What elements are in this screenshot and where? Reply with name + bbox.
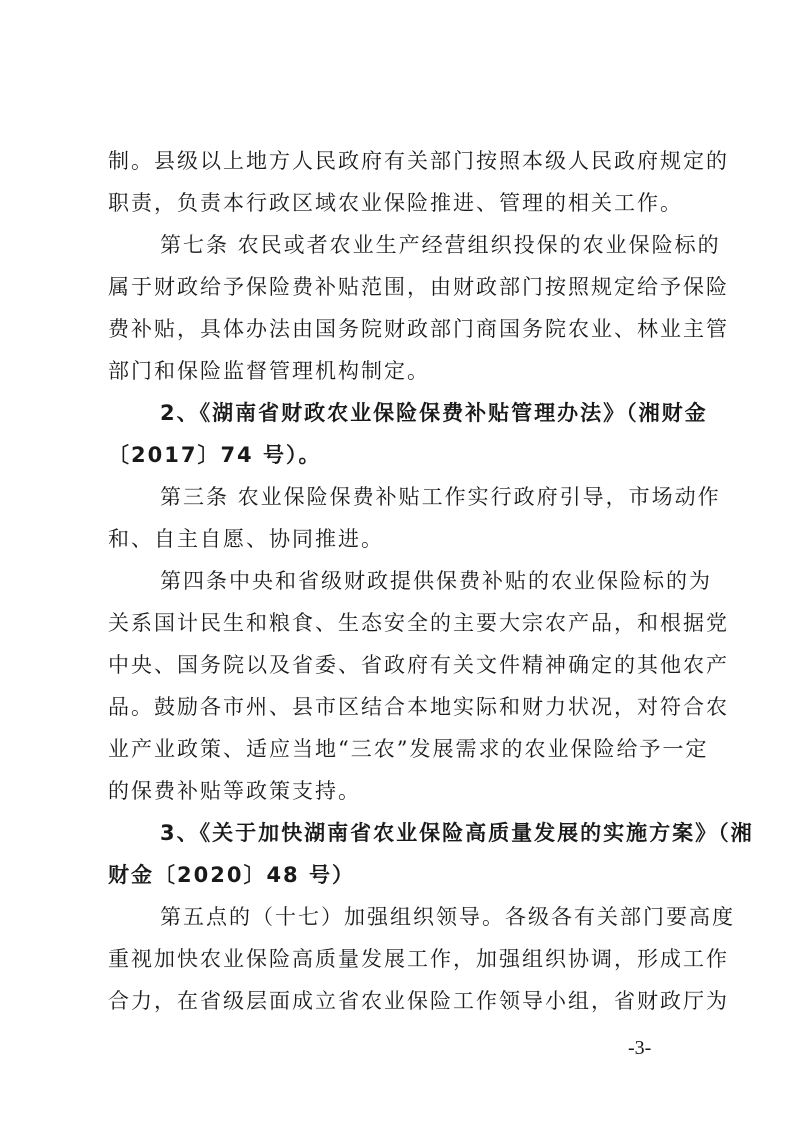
- article-7-heading-line: 第七条 农民或者农业生产经营组织投保的农业保险标的: [160, 233, 721, 257]
- text-line: 关系国计民生和粮食、生态安全的主要大宗农产品，和根据党: [108, 611, 729, 635]
- page-number: -3-: [628, 1037, 652, 1059]
- section-2-title: 2、《湖南省财政农业保险保费补贴管理办法》（湘财金: [160, 401, 708, 425]
- point-5-heading-line: 第五点的（十七）加强组织领导。各级各有关部门要高度: [160, 905, 735, 929]
- text-line: 业产业政策、适应当地“三农”发展需求的农业保险给予一定: [108, 737, 709, 761]
- section-3-title: 3、《关于加快湖南省农业保险高质量发展的实施方案》（湘: [160, 821, 754, 845]
- text-line: 费补贴，具体办法由国务院财政部门商国务院农业、林业主管: [108, 317, 729, 341]
- text-line: 属于财政给予保险费补贴范围，由财政部门按照规定给予保险: [108, 275, 729, 299]
- article-3-heading-line: 第三条 农业保险保费补贴工作实行政府引导，市场动作: [160, 485, 721, 509]
- text-line: 和、自主自愿、协同推进。: [108, 527, 384, 551]
- text-line: 部门和保险监督管理机构制定。: [108, 359, 430, 383]
- text-line: 制。县级以上地方人民政府有关部门按照本级人民政府规定的: [108, 149, 729, 173]
- text-line: 合力，在省级层面成立省农业保险工作领导小组，省财政厅为: [108, 989, 729, 1013]
- text-line: 职责，负责本行政区域农业保险推进、管理的相关工作。: [108, 191, 683, 215]
- section-2-title-continued: 〔2017〕74 号）。: [108, 443, 322, 467]
- article-4-heading-line: 第四条中央和省级财政提供保费补贴的农业保险标的为: [160, 569, 712, 593]
- text-line: 中央、国务院以及省委、省政府有关文件精神确定的其他农产: [108, 653, 729, 677]
- text-line: 品。鼓励各市州、县市区结合本地实际和财力状况，对符合农: [108, 695, 729, 719]
- text-line: 重视加快农业保险高质量发展工作，加强组织协调，形成工作: [108, 947, 729, 971]
- section-3-title-continued: 财金〔2020〕48 号）: [108, 863, 355, 887]
- text-line: 的保费补贴等政策支持。: [108, 779, 361, 803]
